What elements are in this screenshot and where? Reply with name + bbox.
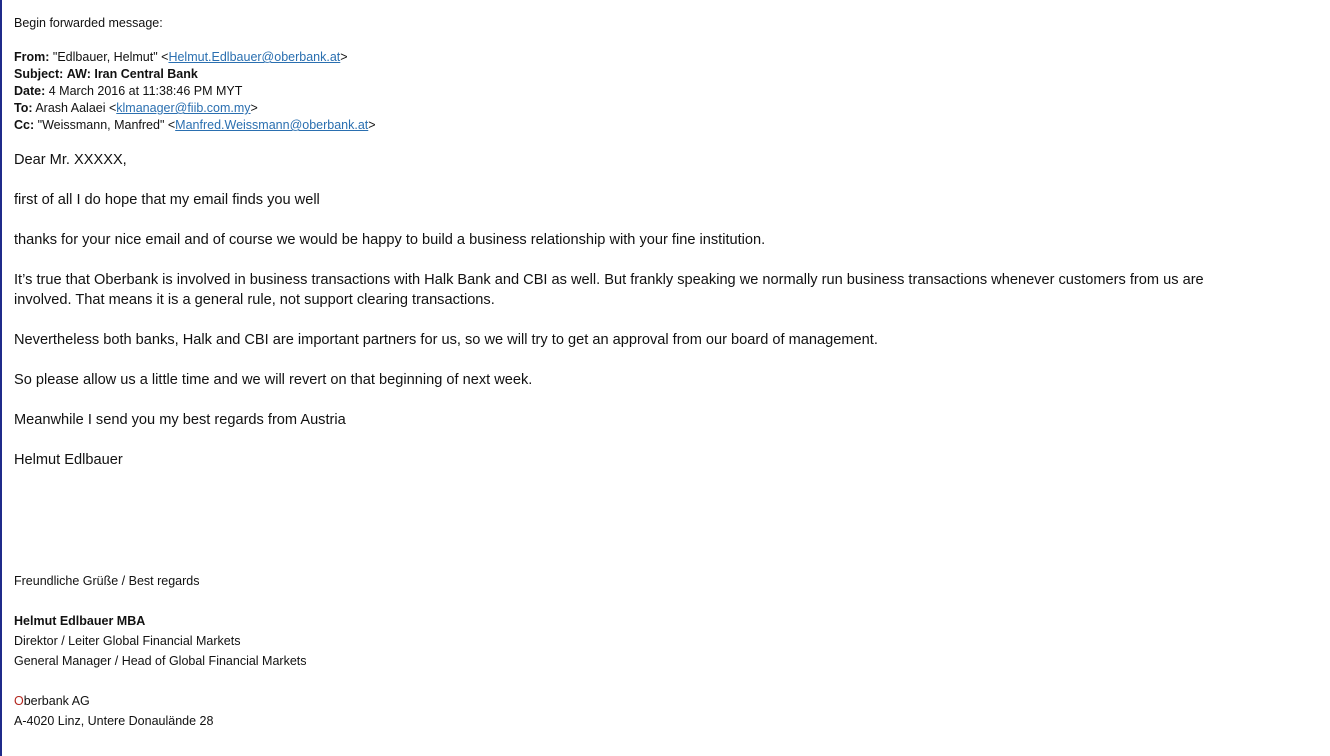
company-name-rest: berbank AG xyxy=(23,694,90,708)
cc-name: "Weissmann, Manfred" < xyxy=(37,118,176,132)
quote-left-rule xyxy=(0,0,2,756)
to-tail: > xyxy=(250,101,258,115)
subject-label: Subject: xyxy=(14,67,64,81)
from-label: From: xyxy=(14,50,50,64)
greeting: Dear Mr. XXXXX, xyxy=(14,152,127,168)
signature-company xyxy=(14,691,90,711)
to-row xyxy=(14,100,376,117)
signature-regards: Freundliche Grüße / Best regards xyxy=(14,574,200,588)
signoff-name: Helmut Edlbauer xyxy=(14,452,123,468)
signature-address: A-4020 Linz, Untere Donaulände 28 xyxy=(14,714,214,728)
signature-name-text: Helmut Edlbauer MBA xyxy=(14,614,146,628)
date-row xyxy=(14,83,376,100)
paragraph-3-line-1: It’s true that Oberbank is involved in business transactions with Halk Bank and CBI as well. But frankly speaking we normally run business transactions whenever customers from us are xyxy=(14,272,1204,288)
paragraph-6: Meanwhile I send you my best regards from Austria xyxy=(14,412,346,428)
subject-value: AW: Iran Central Bank xyxy=(66,67,198,81)
forward-note: Begin forwarded message: xyxy=(14,16,163,30)
cc-label: Cc: xyxy=(14,118,35,132)
signature-name xyxy=(14,611,145,631)
cc-tail: > xyxy=(368,118,376,132)
from-email-link[interactable]: Helmut.Edlbauer@oberbank.at xyxy=(168,50,341,64)
cc-row xyxy=(14,117,376,134)
to-email-link[interactable]: klmanager@fiib.com.my xyxy=(116,101,251,115)
company-logo-letter: O xyxy=(14,694,24,708)
from-tail: > xyxy=(340,50,348,64)
subject-row xyxy=(14,66,376,83)
email-headers xyxy=(14,49,376,134)
date-value: 4 March 2016 at 11:38:46 PM MYT xyxy=(48,84,243,98)
paragraph-1: first of all I do hope that my email finds you well xyxy=(14,192,320,208)
to-name: Arash Aalaei < xyxy=(35,101,117,115)
paragraph-2: thanks for your nice email and of course we would be happy to build a business relationship with your fine institution. xyxy=(14,232,766,248)
date-label: Date: xyxy=(14,84,46,98)
signature-title-de: Direktor / Leiter Global Financial Markets xyxy=(14,634,241,648)
from-name: "Edlbauer, Helmut" < xyxy=(52,50,169,64)
paragraph-3 xyxy=(14,270,1314,310)
paragraph-5: So please allow us a little time and we will revert on that beginning of next week. xyxy=(14,372,533,388)
from-row xyxy=(14,49,376,66)
cc-email-link[interactable]: Manfred.Weissmann@oberbank.at xyxy=(175,118,369,132)
paragraph-3-line-2: involved. That means it is a general rule, not support clearing transactions. xyxy=(14,292,495,308)
paragraph-4: Nevertheless both banks, Halk and CBI are important partners for us, so we will try to get an approval from our board of management. xyxy=(14,332,878,348)
signature-title-en: General Manager / Head of Global Financial Markets xyxy=(14,654,307,668)
to-label: To: xyxy=(14,101,33,115)
